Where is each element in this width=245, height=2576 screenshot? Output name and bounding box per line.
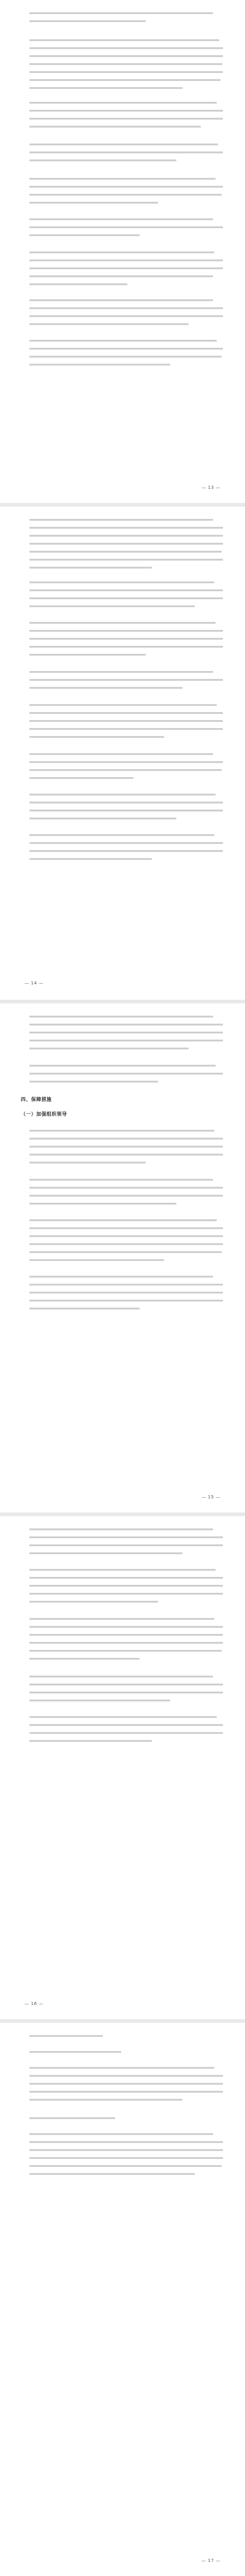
body-paragraph [21,174,223,206]
body-paragraph [21,2114,223,2122]
document-page [0,507,245,1000]
body-paragraph [21,515,223,571]
section-heading: 四、保障措施 [21,1097,52,1102]
body-paragraph [21,790,223,822]
page-number: — 16 — [24,2001,44,2006]
body-paragraph [21,1216,223,1263]
body-paragraph [21,749,223,781]
body-paragraph [21,2031,223,2039]
document-page [0,1003,245,1512]
body-paragraph [21,2047,223,2055]
body-paragraph [21,2129,223,2177]
body-paragraph [21,667,223,691]
page-number: — 14 — [24,980,44,986]
body-paragraph [21,1525,223,1557]
body-paragraph [21,248,223,288]
body-paragraph [21,336,223,368]
body-paragraph [21,1012,223,1052]
body-paragraph [21,98,223,130]
body-paragraph [21,9,223,25]
body-paragraph [21,700,223,740]
body-paragraph [21,140,223,164]
body-paragraph [21,215,223,239]
body-paragraph [21,1126,223,1166]
body-paragraph [21,1175,223,1207]
page-number: — 15 — [201,1494,221,1500]
body-paragraph [21,1061,223,1085]
body-paragraph [21,2063,223,2103]
body-paragraph [21,1614,223,1662]
body-paragraph [21,1712,223,1744]
subsection-heading: （一）加强组织领导 [21,1111,67,1117]
body-paragraph [21,1272,223,1312]
document-page [0,2023,245,2576]
body-paragraph [21,36,223,91]
body-paragraph [21,578,223,610]
body-paragraph [21,1565,223,1605]
body-paragraph [21,830,223,862]
body-paragraph [21,296,223,328]
page-number: — 13 — [201,485,221,490]
document-page [0,1516,245,2019]
page-number: — 17 — [201,2558,221,2563]
document-page [0,0,245,503]
body-paragraph [21,618,223,658]
body-paragraph [21,1672,223,1704]
